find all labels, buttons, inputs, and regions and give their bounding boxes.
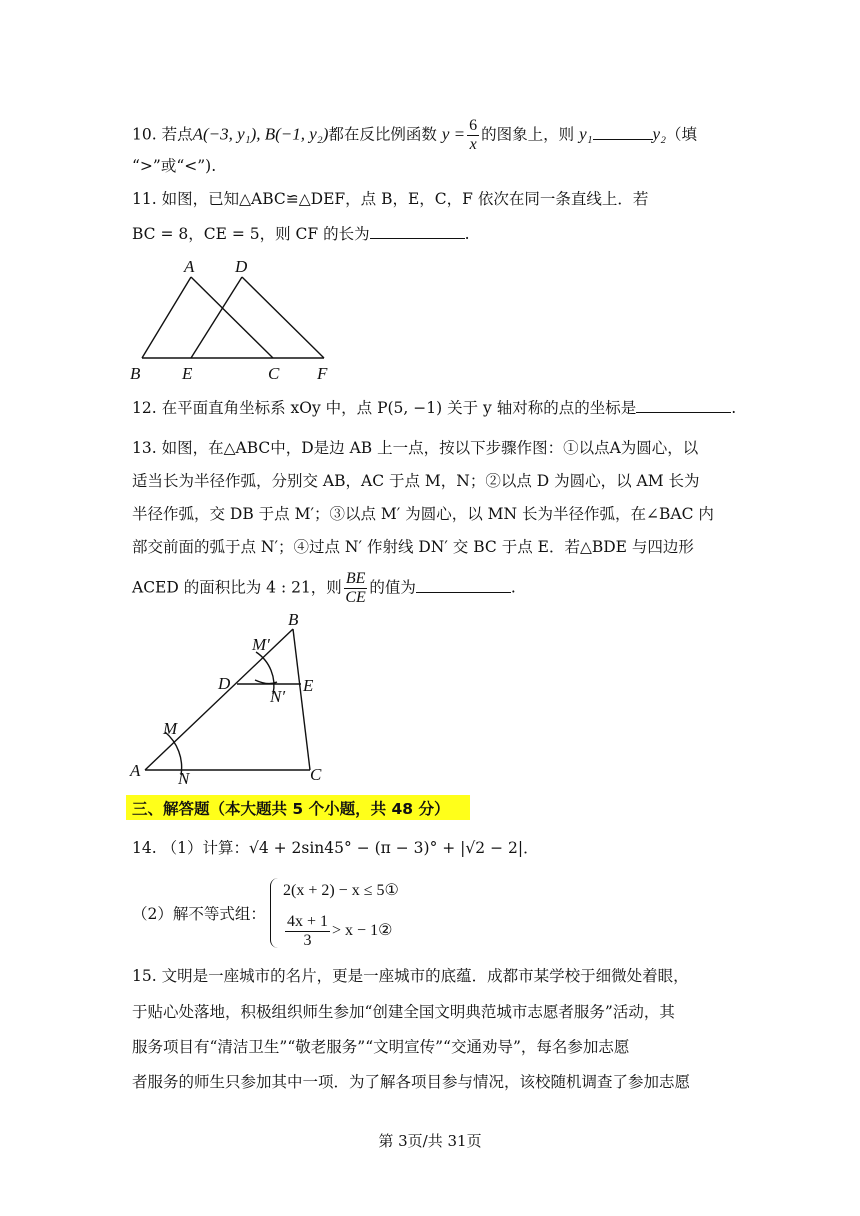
- q15-line4: 者服务的师生只参加其中一项．为了解各项目参与情况，该校随机调查了参加志愿: [132, 1073, 691, 1091]
- q14-ineq2-frac: [285, 913, 330, 950]
- q13-answer-blank[interactable]: [416, 577, 511, 593]
- q10-mid: 都在反比例函数: [328, 125, 437, 144]
- q13-text5: ACED 的面积比为 4 : 21，则: [132, 578, 342, 597]
- q14-part1: [132, 837, 539, 859]
- q14-ineq2: [283, 913, 392, 950]
- q14-ineq1: 2(x + 2) − x ≤ 5①: [283, 882, 399, 899]
- q13-line3: 半径作弧，交 DB 于点 M′；③以点 M′ 为圆心，以 MN 长为半径作弧，在∠BAC 内: [132, 505, 714, 523]
- q10-func-lhs: y =: [441, 124, 466, 144]
- q13-line1: [132, 437, 698, 459]
- q10-y2: y₂: [652, 124, 667, 144]
- q13-line4: 部交前面的弧于点 N′；④过点 N′ 作射线 DN′ 交 BC 于点 E．若△BDE 与四边形: [132, 538, 694, 556]
- q10-frac-den: x: [469, 136, 477, 153]
- q14-part2-label: （2）解不等式组：: [132, 905, 266, 923]
- q11-text2: BC = 8，CE = 5，则 CF 的长为: [132, 225, 370, 243]
- q15-line2: 于贴心处落地，积极组织师生参加“创建全国文明典范城市志愿者服务”活动，其: [132, 1003, 675, 1021]
- q11-figure: [125, 255, 345, 385]
- q15-line1: 15. 文明是一座城市的名片，更是一座城市的底蕴．成都市某学校于细微处着眼，: [132, 967, 689, 985]
- q11-segment-df: [242, 277, 324, 358]
- q11-label-a: A: [184, 257, 195, 276]
- q11-line1: [132, 188, 648, 210]
- q13-label-n: N: [178, 769, 190, 788]
- q10-answer-blank[interactable]: [593, 124, 653, 140]
- q12-text: 在平面直角坐标系 xOy 中，点 P(5, −1) 关于 y 轴对称的点的坐标是: [161, 399, 637, 417]
- q11-line2: [132, 223, 470, 245]
- q13-number: 13.: [132, 439, 157, 457]
- q13-label-m-prime: M′: [252, 635, 270, 654]
- q10-fill: （填: [666, 125, 698, 144]
- q13-text1: 如图，在△ABC中，D是边 AB 上一点，按以下步骤作图：①以点A为圆心，以: [161, 439, 699, 457]
- q11-label-b: B: [130, 364, 141, 383]
- q10-number: 10.: [132, 125, 157, 144]
- q13-label-a: A: [130, 761, 141, 780]
- q12-answer-blank[interactable]: [636, 397, 731, 413]
- q14-ineq2-den: 3: [303, 932, 312, 949]
- q13-text5b: 的值为: [369, 578, 416, 597]
- q11-number: 11.: [132, 190, 157, 208]
- q11-label-d: D: [235, 257, 248, 276]
- page-footer: 第 3页/共 31页: [378, 1132, 482, 1150]
- q13-segment-bc: [293, 629, 310, 770]
- q14-ineq2-rest: > x − 1②: [332, 922, 393, 940]
- q14-part1-text: （1）计算：√4 + 2sin45° − (π − 3)° + |√2 − 2|．: [161, 839, 539, 857]
- q10-pre: 若点: [161, 125, 193, 144]
- q10-line2: “>”或“<”).: [132, 157, 217, 175]
- q12-number: 12.: [132, 399, 157, 417]
- q13-label-m: M: [163, 719, 178, 738]
- q10-y1: y₁: [579, 124, 593, 144]
- q13-label-n-prime: N′: [270, 687, 286, 706]
- q12-period: .: [731, 399, 737, 417]
- q13-label-e: E: [303, 676, 314, 695]
- q10-post: 的图象上，则: [481, 125, 575, 144]
- q10-points: A(−3, y₁), B(−1, y₂): [192, 124, 329, 144]
- q15-line3: 服务项目有“清洁卫生”“敬老服务”“文明宣传”“交通劝导”，每名参加志愿: [132, 1038, 630, 1056]
- q11-period: .: [464, 225, 470, 243]
- q13-fraction: [344, 570, 368, 607]
- q13-line2: 适当长为半径作弧，分别交 AB，AC 于点 M，N；②以点 D 为圆心，以 AM 长为: [132, 472, 700, 490]
- section-heading: 三、解答题（本大题共 5 个小题，共 48 分）: [132, 800, 450, 818]
- q13-frac-num: BE: [345, 570, 366, 587]
- q13-label-c: C: [310, 765, 322, 784]
- q11-text1: 如图，已知△ABC≌△DEF，点 B，E，C，F 依次在同一条直线上．若: [161, 190, 649, 208]
- q13-period: .: [510, 578, 516, 597]
- q13-frac-den: CE: [345, 589, 366, 606]
- q10-frac-num: 6: [469, 117, 478, 134]
- q11-segment-ba: [142, 277, 191, 358]
- q13-figure: [125, 610, 345, 790]
- q14-ineq2-num: 4x + 1: [287, 913, 329, 930]
- q13-line5: [132, 570, 516, 607]
- q11-label-c: C: [268, 364, 280, 383]
- q11-answer-blank[interactable]: [370, 223, 465, 239]
- q11-label-f: F: [317, 364, 328, 383]
- q10-line1: [132, 117, 697, 154]
- q14-number: 14.: [132, 839, 157, 857]
- q12-line: [132, 397, 736, 419]
- q13-label-b: B: [288, 610, 299, 629]
- q11-segment-ed: [191, 277, 242, 358]
- q13-label-d: D: [218, 674, 231, 693]
- q11-label-e: E: [182, 364, 193, 383]
- q10-fraction: [467, 117, 479, 154]
- q11-segment-ac: [191, 277, 273, 358]
